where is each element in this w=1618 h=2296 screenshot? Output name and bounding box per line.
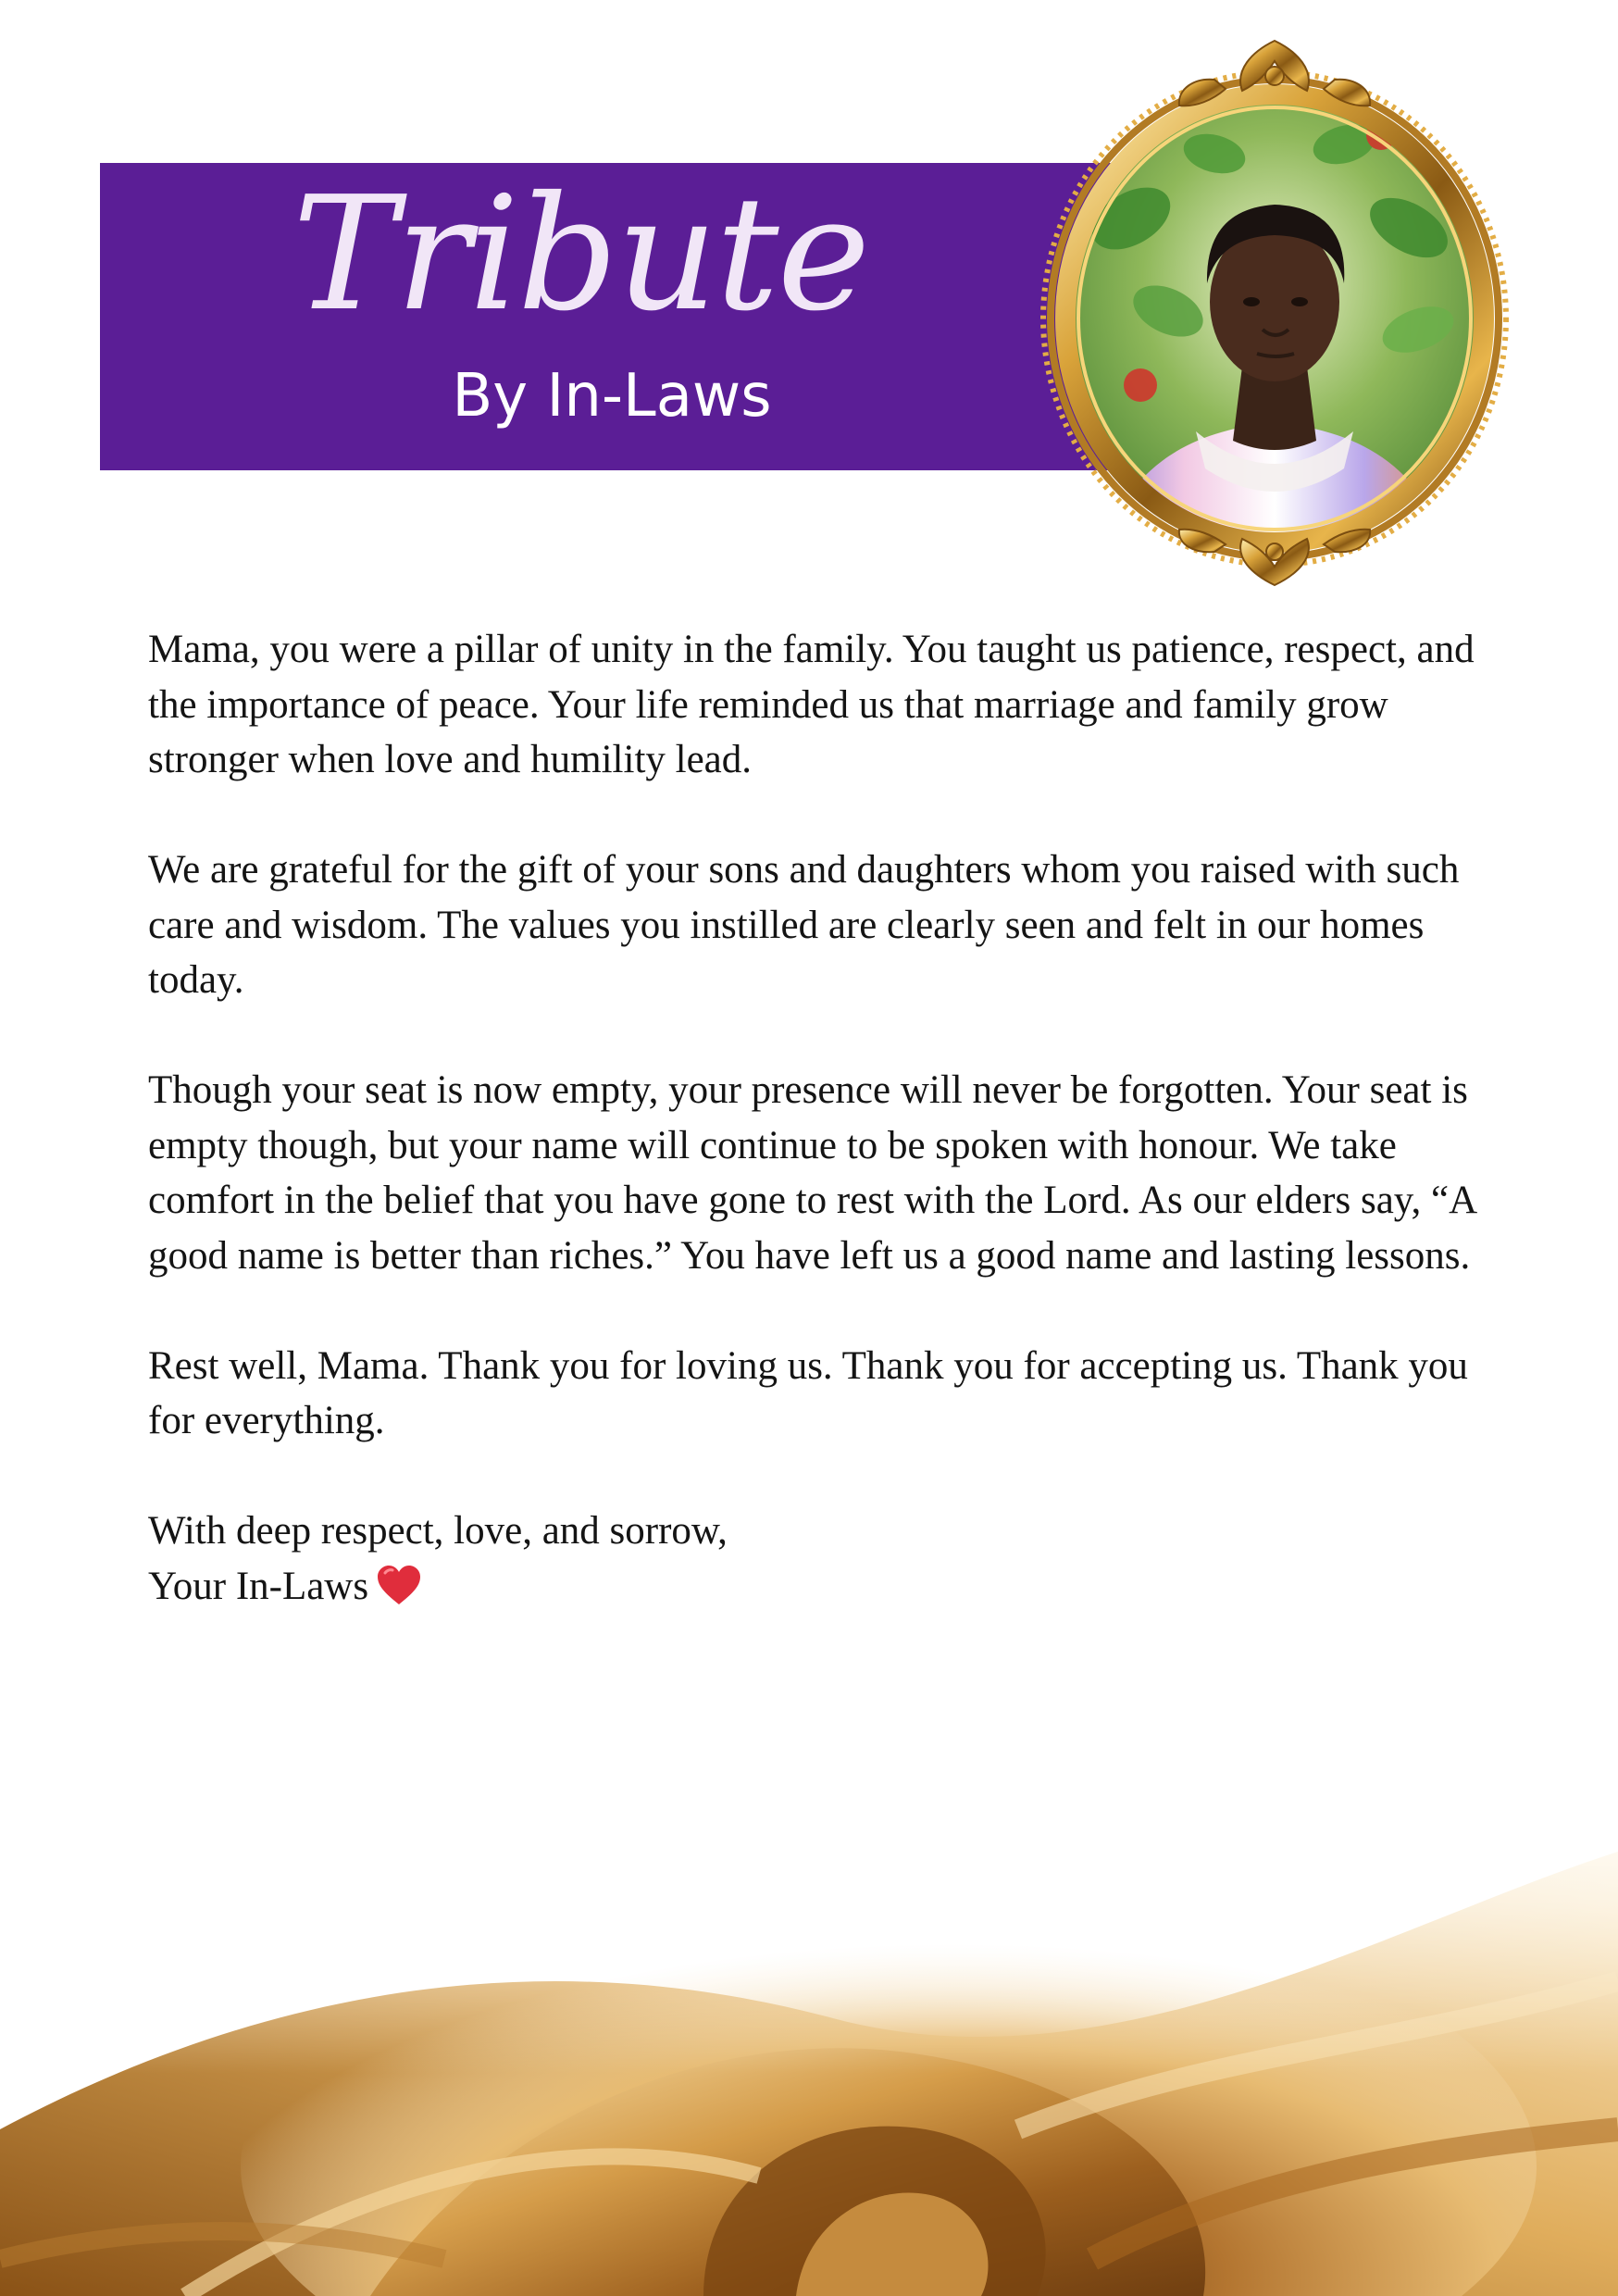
page-subtitle: By In-Laws [452, 362, 772, 430]
page-title: Tribute [292, 163, 869, 346]
letter-paragraph-2: We are grateful for the gift of your sons and daughters whom you raised with such care and wisdom. The values you instilled are clearly seen and felt in our homes today. [148, 848, 1460, 1002]
closing-line: With deep respect, love, and sorrow, [148, 1509, 728, 1553]
signature-line [148, 1559, 1500, 1615]
portrait-frame [1029, 33, 1520, 589]
gold-frame-graphic [1029, 33, 1520, 589]
heart-icon [376, 1564, 422, 1606]
letter-paragraph-3: Though your seat is now empty, your presence will never be forgotten. Your seat is empty though, but your name will continue to be spoken with honour. We take comfort in the belief that you have gone to rest with the Lord. As our elders say, “A good name is better than riches.” You have left us a good name and lasting lessons. [148, 1068, 1475, 1278]
letter-signoff [148, 1504, 1500, 1614]
silk-graphic [0, 1741, 1618, 2296]
tribute-letter [148, 622, 1500, 1614]
signature-text: Your In-Laws [148, 1564, 369, 1608]
portrait-photo [1029, 33, 1520, 589]
letter-paragraph-1: Mama, you were a pillar of unity in the family. You taught us patience, respect, and the importance of peace. Your life reminded us that marriage and family grow stronger when love and humility lead. [148, 628, 1475, 781]
gold-silk-decoration [0, 1741, 1618, 2296]
letter-paragraph-4: Rest well, Mama. Thank you for loving us. Thank you for accepting us. Thank you for everything. [148, 1343, 1468, 1442]
